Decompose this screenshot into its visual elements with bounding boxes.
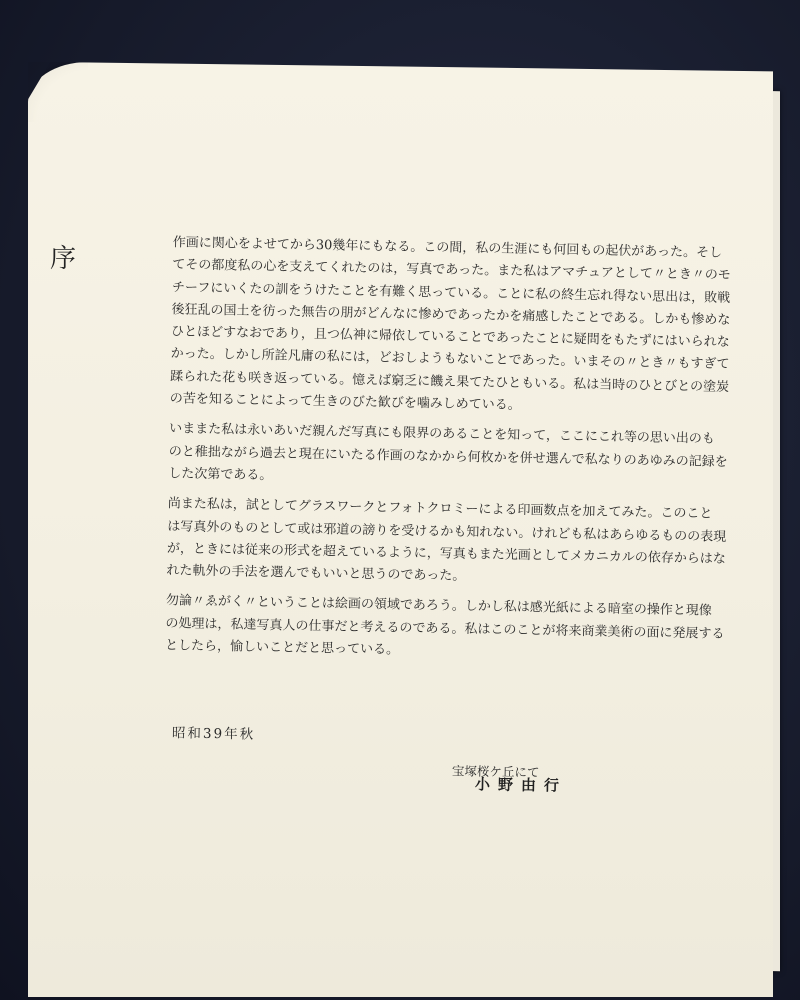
text-line: 勿論〃ゑがく〃ということは絵画の領域であろう。しかし私は感光紙による暗室の操作と現像 bbox=[165, 593, 712, 620]
text-line: 尚また私は，試としてグラスワークとフォトクロミーによる印画数点を加えてみた。このこと bbox=[167, 496, 713, 522]
text-line: いままた私は永いあいだ親んだ写真にも限界のあることを知って，ここにこれ等の思い出のも bbox=[169, 421, 716, 448]
preface-body bbox=[152, 232, 731, 676]
author-name: 小野由行 bbox=[474, 775, 568, 795]
text-line: の処理は，私達写真人の仕事だと考えるのである。私はこのことが将来商業美術の面に発展する bbox=[165, 615, 725, 642]
paragraph-4 bbox=[152, 590, 725, 667]
text-line: の苦を知ることによって生きのびた歓びを噛みしめている。 bbox=[169, 391, 521, 414]
text-line: 蹂られた花も咲き返っている。憶えば窮乏に饑え果てたひともいる。私は当時のひとびとの塗炭 bbox=[170, 369, 730, 395]
text-line: ひとほどすなおであり，且つ仏神に帰依していることであったことに疑問をもたずにはいられな bbox=[170, 324, 730, 351]
paragraph-1 bbox=[157, 232, 731, 421]
text-line: が，ときには従来の形式を超えているように，写真もまた光画としてメカニカルの依存からはな bbox=[166, 541, 726, 567]
place-line: 宝塚桜ケ丘にて bbox=[451, 763, 540, 780]
text-line: てその都度私の心を支えてくれたのは，写真であった。また私はアマチュアとして〃とき〃のモ bbox=[172, 257, 731, 284]
preface-heading: 序 bbox=[50, 244, 77, 274]
text-line: れた軌外の手法を選んでもいいと思うのであった。 bbox=[166, 563, 466, 585]
text-line: 後狂乱の国土を彷った無告の朋がどんなに惨めであったかを痛感したことである。しかも惨めな bbox=[171, 302, 731, 328]
text-line: かった。しかし所詮凡庸の私には，どおしようもないことであった。いまその〃とき〃もすぎて bbox=[170, 346, 730, 373]
text-line: した次第である。 bbox=[168, 466, 273, 484]
text-line: のと稚拙ながら過去と現在にいたる作画のなかから何枚かを併せ選んで私なりのあゆみの記録を bbox=[168, 443, 728, 470]
text-line: は写真外のものとして或は邪道の謗りを受けるかも知れない。けれども私はあらゆるものの表現 bbox=[167, 518, 727, 545]
paragraph-2 bbox=[155, 418, 728, 495]
paragraph-3 bbox=[153, 493, 727, 593]
text-line: チーフにいくたの訓をうけたことを有難く思っている。ことに私の終生忘れ得ない思出は，敗戦 bbox=[171, 279, 731, 306]
text-line: としたら，愉しいことだと思っている。 bbox=[164, 638, 400, 658]
date-line: 昭和39年秋 bbox=[171, 725, 256, 743]
text-line: 作画に関心をよせてから30幾年にもなる。この間，私の生涯にも何回もの起伏があった。そし bbox=[172, 235, 723, 261]
